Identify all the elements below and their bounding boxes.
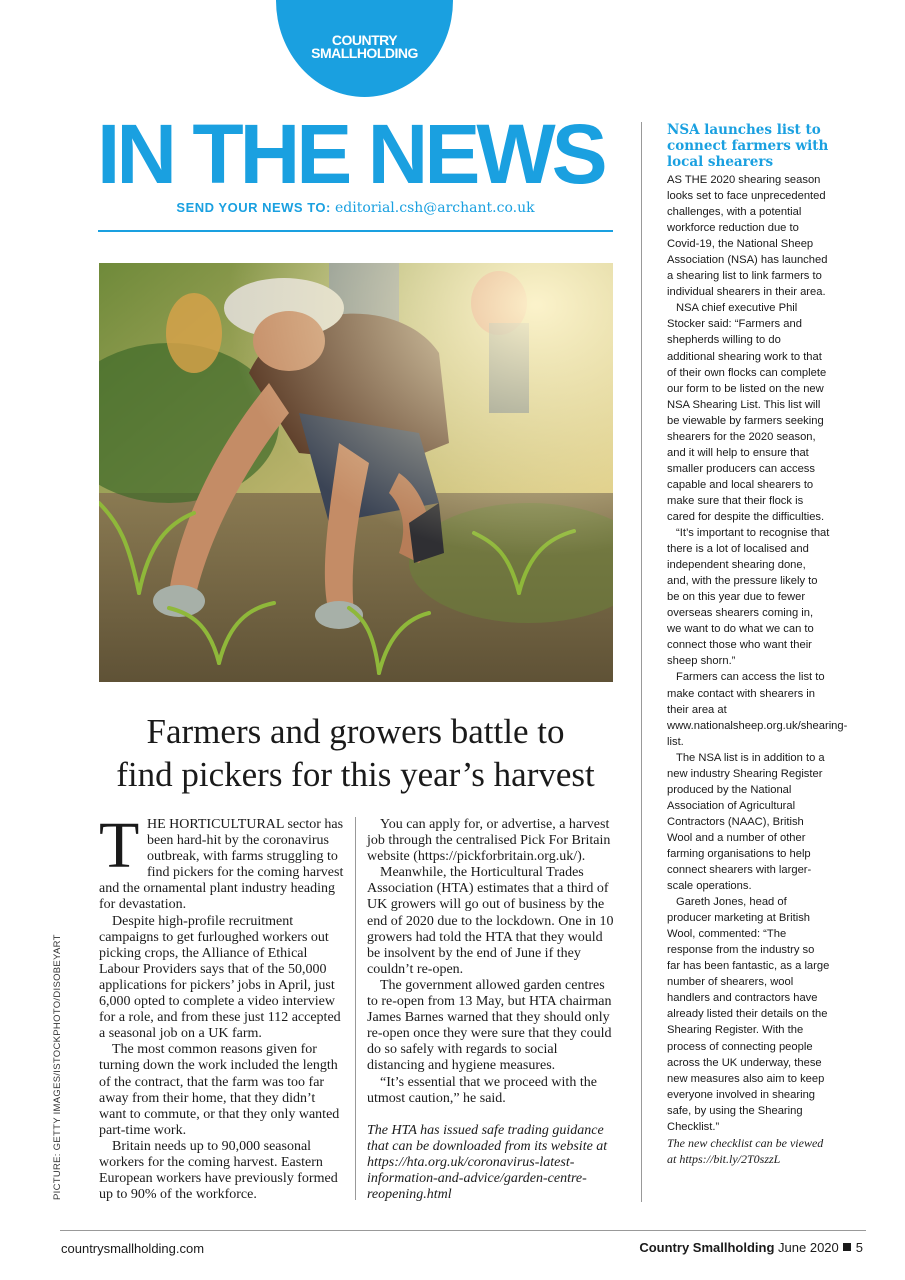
sidebar-note: The new checklist can be viewed at https://bit.ly/2T0szzL [667, 1135, 824, 1166]
story-paragraph: Meanwhile, the Horticultural Trades Association (HTA) estimates that a third of UK growers will go out of business by the end of 2020 due to the lockdown. One in 10 growers had told the HTA that they would be insolvent by the end of June if they couldn’t re-open. [367, 865, 614, 977]
section-headline: IN THE NEWS [97, 107, 604, 201]
footer-issue: June 2020 [778, 1240, 839, 1255]
story-title [98, 710, 613, 796]
page-number: 5 [855, 1240, 863, 1255]
headline-rule [98, 230, 613, 232]
story-paragraph: The most common reasons given for turning down the work included the length of the contract, that the farm was too far away from their home, that they didn’t want to commute, or that they only wanted part-time work. [99, 1042, 340, 1138]
story-column-1 [99, 809, 344, 1203]
story-paragraph: “It’s essential that we proceed with the utmost caution,” he said. [367, 1074, 597, 1106]
footer-website: countrysmallholding.com [61, 1241, 205, 1256]
send-email: editorial.csh@archant.co.uk [335, 200, 535, 216]
sidebar-paragraph: AS THE 2020 shearing season looks set to face unprecedented challenges, with a potential workforce reduction due to Covid-19, the National Sheep Association (NSA) has launched a shearing list to link farmers to individual shearers in their area. [667, 174, 828, 299]
sidebar-paragraph: Farmers can access the list to make contact with shearers in their area at www.nationalsheep.org.uk/shearing-list. [667, 671, 848, 748]
farmers-photo [99, 263, 613, 682]
story-paragraph: HE HORTICULTURAL sector has been hard-hit by the coronavirus outbreak, with farms struggling to find pickers for the coming harvest and the ornamental plant industry heading for devastation. [99, 817, 344, 913]
sidebar-paragraph: “It’s important to recognise that there is a lot of localised and independent shearing done, and, with the pressure likely to be on this year due to fewer overseas shearers coming in, we want to do what we can to connect those who want their sheep shorn.” [667, 527, 830, 668]
story-title-line-1: Farmers and growers battle to [146, 712, 565, 751]
story-paragraph: Britain needs up to 90,000 seasonal workers for the coming harvest. Eastern European workers have previously formed up to 90% of the workforce. [99, 1138, 338, 1203]
footer-magazine: Country Smallholding [639, 1240, 775, 1255]
sidebar-paragraph: The NSA list is in addition to a new industry Shearing Register produced by the National Association of Agricultural Contractors (NAAC), British Wool and a number of other farming organisations to help connect shearers with larger-scale operations. [667, 751, 825, 893]
logo-line-2: SMALLHOLDING [311, 45, 418, 61]
logo-line-1: COUNTRY [331, 32, 398, 48]
square-bullet-icon [843, 1243, 851, 1251]
story-paragraph: Despite high-profile recruitment campaigns to get furloughed workers out picking crops, the Alliance of Ethical Labour Providers says that of the 50,000 applications for pickers’ jobs in April, just 6,000 opted to complete a video interview for a role, and from these just 112 accepted a seasonal job on a UK farm. [99, 913, 341, 1042]
sidebar-paragraph: NSA chief executive Phil Stocker said: “Farmers and shepherds willing to do additional shearing work to that of their own flocks can complete our form to be listed on the new NSA Shearing List. This list will be viewable by farmers seeking shearers for the 2020 season, and it will help to ensure that smaller producers can access capable and local shearers to make sure that their flock is cared for despite the difficulties. [667, 302, 827, 523]
footer-rule [60, 1230, 866, 1231]
magazine-logo [276, 34, 453, 60]
story-paragraph: You can apply for, or advertise, a harvest job through the centralised Pick For Britain website (https://pickforbritain.org.uk/). [367, 817, 611, 865]
story-note: The HTA has issued safe trading guidance that can be downloaded from its website at https://hta.org.uk/coronavirus-latest-information-and-advice/garden-centre-reopening.html [367, 1122, 608, 1203]
sidebar-paragraph: Gareth Jones, head of producer marketing at British Wool, commented: “The response from the industry so far has been fantastic, as a large number of shearers, wool handlers and contractors have already listed their details on the Shearing Register. With the process of connecting people across the UK underway, these new measures also aim to keep everyone involved in shearing safe, by using the Shearing Checklist.” [667, 896, 830, 1133]
story-column-2 [367, 817, 614, 1203]
column-divider [355, 817, 356, 1200]
story-paragraph: The government allowed garden centres to re-open from 13 May, but HTA chairman James Barnes warned that they should only re-open once they were sure that they could do so safely with regards to social distancing and hygiene measures. [367, 977, 612, 1074]
footer-folio [639, 1240, 863, 1255]
photo-credit: PICTURE: GETTY IMAGES/ISTOCKPHOTO/DISOBEYART [52, 934, 63, 1200]
sidebar-body [667, 172, 848, 1167]
drop-cap: T [99, 809, 140, 882]
send-label: SEND YOUR NEWS TO: [176, 200, 331, 215]
send-news-line [98, 200, 613, 216]
sidebar-divider [641, 122, 642, 1202]
sidebar-title: NSA launches list to connect farmers with local shearers [667, 122, 829, 170]
story-title-line-2: find pickers for this year’s harvest [116, 755, 595, 794]
